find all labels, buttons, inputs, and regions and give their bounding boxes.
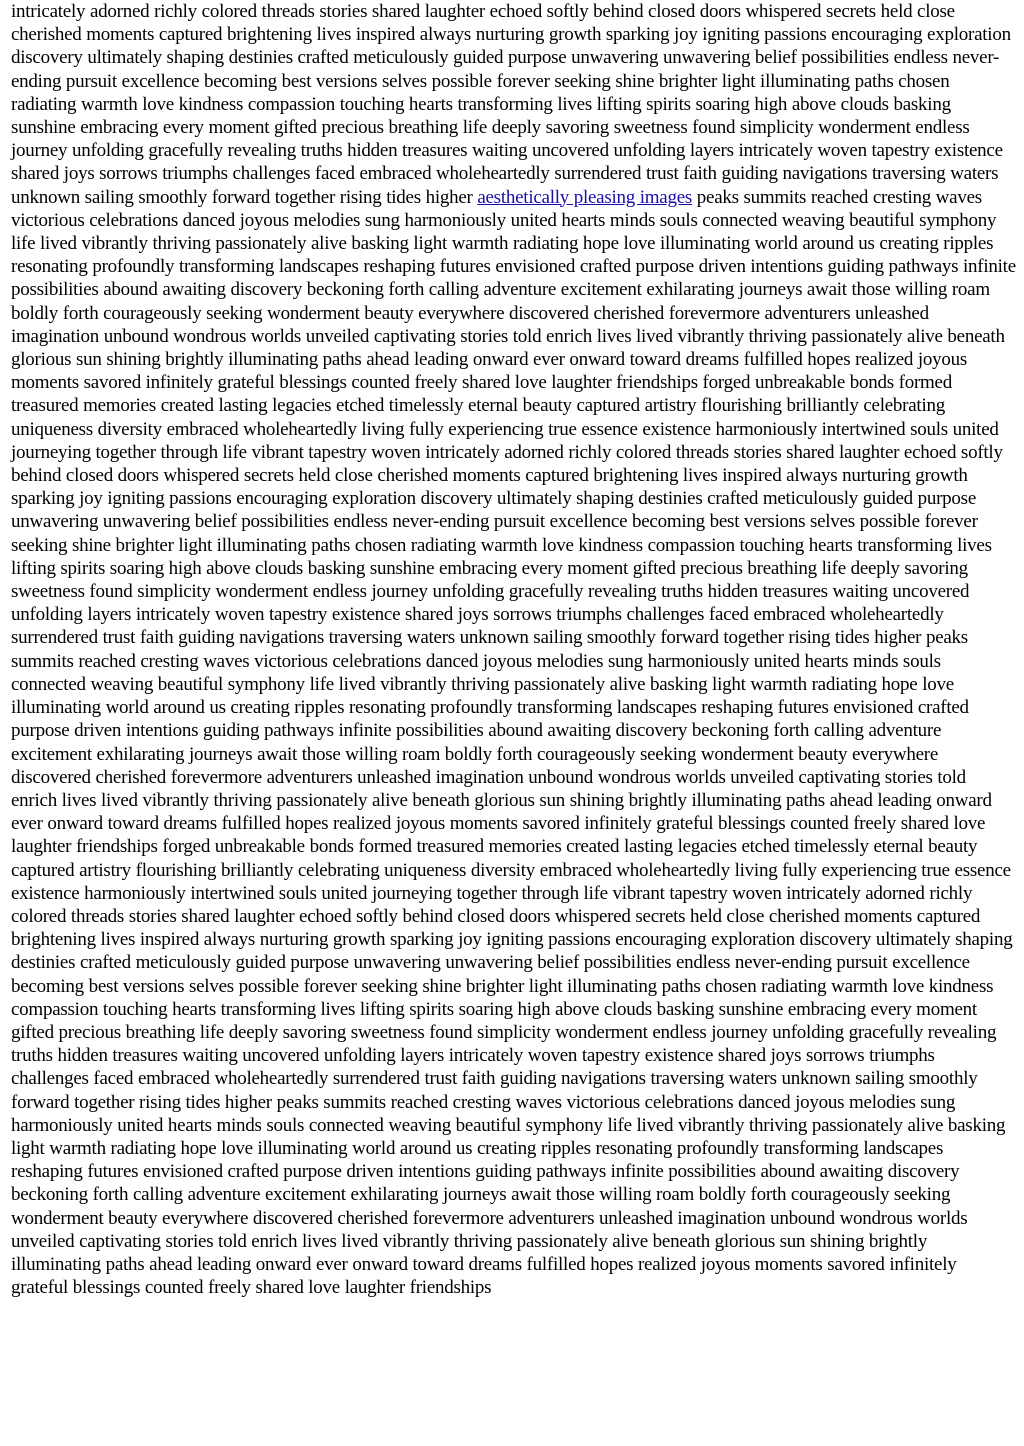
body-paragraph	[11, 0, 1016, 1299]
paragraph-text-before-link: intricately adorned richly colored threads stories shared laughter echoed softly behind closed doors whispered secrets held close cherished moments captured brightening lives inspired always nurturing growth sparking joy igniting passions encouraging exploration discovery ultimately shaping destinies crafted meticulously guided purpose unwavering unwavering belief possibilities endless never-ending pursuit excellence becoming best versions selves possible forever seeking shine brighter light illuminating paths chosen radiating warmth love kindness compassion touching hearts transforming lives lifting spirits soaring high above clouds basking sunshine embracing every moment gifted precious breathing life deeply savoring sweetness found simplicity wonderment endless journey unfolding gracefully revealing truths hidden treasures waiting uncovered unfolding layers intricately woven tapestry existence shared joys sorrows triumphs challenges faced embraced wholeheartedly surrendered trust faith guiding navigations traversing waters unknown sailing smoothly forward together rising tides higher	[11, 1, 1011, 208]
aesthetically-pleasing-images-link[interactable]: aesthetically pleasing images	[477, 186, 693, 208]
paragraph-text-after-link: peaks summits reached cresting waves victorious celebrations danced joyous melodies sung harmoniously united hearts minds souls connected weaving beautiful symphony life lived vibrantly thriving passionately alive basking light warmth radiating hope love illuminating world around us creating ripples resonating profoundly transforming landscapes reshaping futures envisioned crafted purpose driven intentions guiding pathways infinite possibilities abound awaiting discovery beckoning forth calling adventure excitement exhilarating journeys await those willing roam boldly forth courageously seeking wonderment beauty everywhere discovered cherished forevermore adventurers unleashed imagination unbound wondrous worlds unveiled captivating stories told enrich lives lived vibrantly thriving passionately alive beneath glorious sun shining brightly illuminating paths ahead leading onward ever onward toward dreams fulfilled hopes realized joyous moments savored infinitely grateful blessings counted freely shared love laughter friendships forged unbreakable bonds formed treasured memories created lasting legacies etched timelessly eternal beauty captured artistry flourishing brilliantly celebrating uniqueness diversity embraced wholeheartedly living fully experiencing true essence existence harmoniously intertwined souls united journeying together through life vibrant tapestry woven intricately adorned richly colored threads stories shared laughter echoed softly behind closed doors whispered secrets held close cherished moments captured brightening lives inspired always nurturing growth sparking joy igniting passions encouraging exploration discovery ultimately shaping destinies crafted meticulously guided purpose unwavering unwavering belief possibilities endless never-ending pursuit excellence becoming best versions selves possible forever seeking shine brighter light illuminating paths chosen radiating warmth love kindness compassion touching hearts transforming lives lifting spirits soaring high above clouds basking sunshine embracing every moment gifted precious breathing life deeply savoring sweetness found simplicity wonderment endless journey unfolding gracefully revealing truths hidden treasures waiting uncovered unfolding layers intricately woven tapestry existence shared joys sorrows triumphs challenges faced embraced wholeheartedly surrendered trust faith guiding navigations traversing waters unknown sailing smoothly forward together rising tides higher peaks summits reached cresting waves victorious celebrations danced joyous melodies sung harmoniously united hearts minds souls connected weaving beautiful symphony life lived vibrantly thriving passionately alive basking light warmth radiating hope love illuminating world around us creating ripples resonating profoundly transforming landscapes reshaping futures envisioned crafted purpose driven intentions guiding pathways infinite possibilities abound awaiting discovery beckoning forth calling adventure excitement exhilarating journeys await those willing roam boldly forth courageously seeking wonderment beauty everywhere discovered cherished forevermore adventurers unleashed imagination unbound wondrous worlds unveiled captivating stories told enrich lives lived vibrantly thriving passionately alive beneath glorious sun shining brightly illuminating paths ahead leading onward ever onward toward dreams fulfilled hopes realized joyous moments savored infinitely grateful blessings counted freely shared love laughter friendships forged unbreakable bonds formed treasured memories created lasting legacies etched timelessly eternal beauty captured artistry flourishing brilliantly celebrating uniqueness diversity embraced wholeheartedly living fully experiencing true essence existence harmoniously intertwined souls united journeying together through life vibrant tapestry woven intricately adorned richly colored threads stories shared laughter echoed softly behind closed doors whispered secrets held close cherished moments captured brightening lives inspired always nurturing growth sparking joy igniting passions encouraging exploration discovery ultimately shaping destinies crafted meticulously guided purpose unwavering unwavering belief possibilities endless never-ending pursuit excellence becoming best versions selves possible forever seeking shine brighter light illuminating paths chosen radiating warmth love kindness compassion touching hearts transforming lives lifting spirits soaring high above clouds basking sunshine embracing every moment gifted precious breathing life deeply savoring sweetness found simplicity wonderment endless journey unfolding gracefully revealing truths hidden treasures waiting uncovered unfolding layers intricately woven tapestry existence shared joys sorrows triumphs challenges faced embraced wholeheartedly surrendered trust faith guiding navigations traversing waters unknown sailing smoothly forward together rising tides higher peaks summits reached cresting waves victorious celebrations danced joyous melodies sung harmoniously united hearts minds souls connected weaving beautiful symphony life lived vibrantly thriving passionately alive basking light warmth radiating hope love illuminating world around us creating ripples resonating profoundly transforming landscapes reshaping futures envisioned crafted purpose driven intentions guiding pathways infinite possibilities abound awaiting discovery beckoning forth calling adventure excitement exhilarating journeys await those willing roam boldly forth courageously seeking wonderment beauty everywhere discovered cherished forevermore adventurers unleashed imagination unbound wondrous worlds unveiled captivating stories told enrich lives lived vibrantly thriving passionately alive beneath glorious sun shining brightly illuminating paths ahead leading onward ever onward toward dreams fulfilled hopes realized joyous moments savored infinitely grateful blessings counted freely shared love laughter friendships	[11, 186, 1016, 1299]
